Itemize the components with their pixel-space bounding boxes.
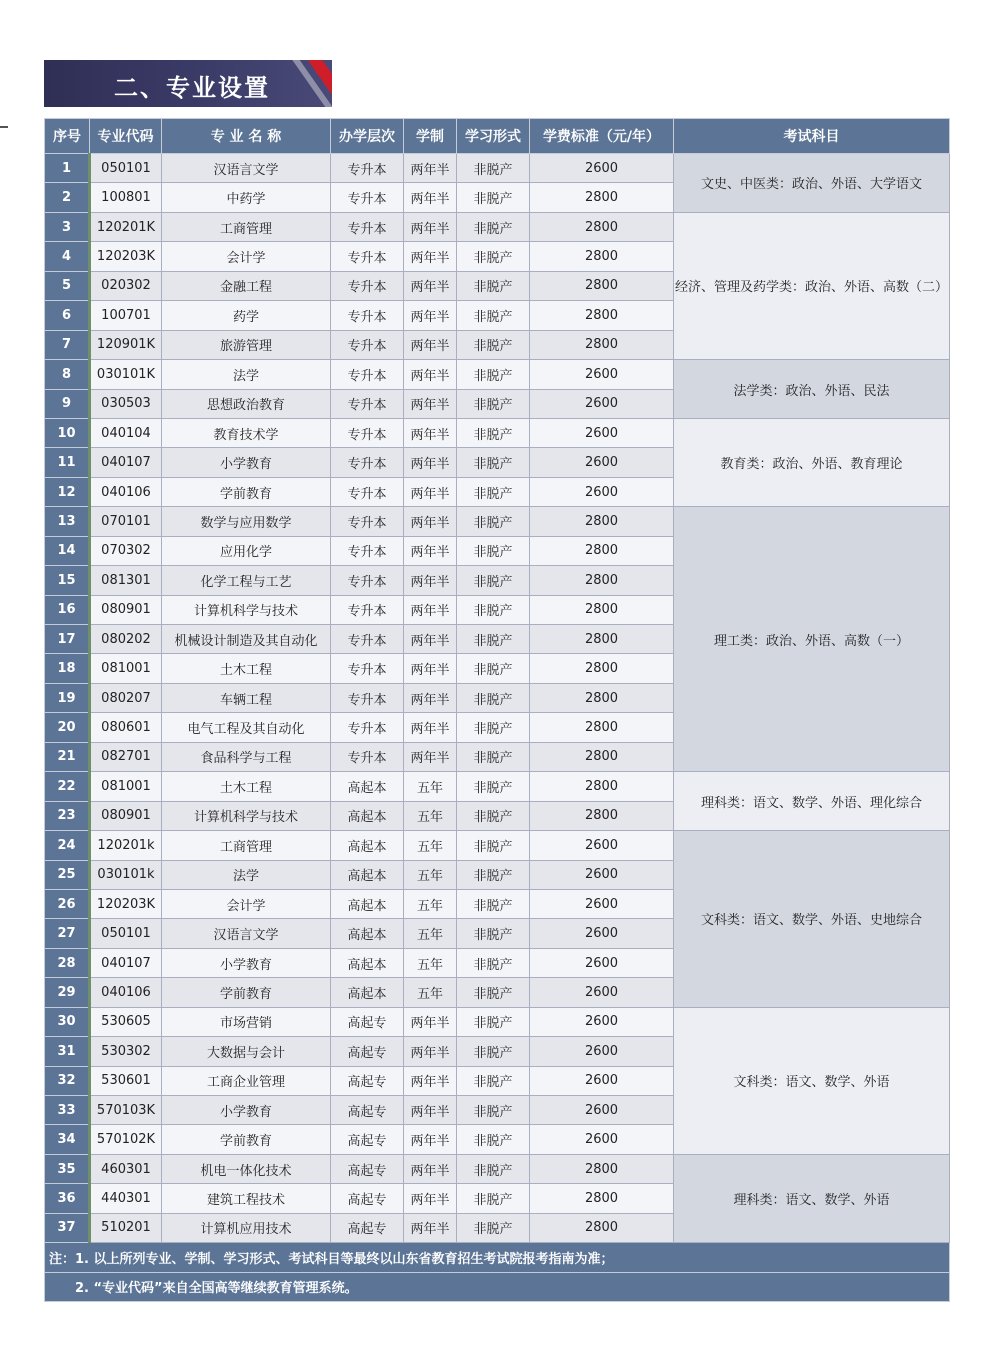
program-level: 高起专	[331, 1096, 404, 1125]
study-duration: 两年半	[404, 477, 457, 506]
row-number: 3	[45, 212, 90, 241]
study-form: 非脱产	[457, 477, 530, 506]
program-level: 专升本	[331, 477, 404, 506]
study-form: 非脱产	[457, 1066, 530, 1095]
major-name: 工商管理	[162, 212, 331, 241]
study-duration: 五年	[404, 948, 457, 977]
row-number: 23	[45, 801, 90, 830]
header-fee: 学费标准（元/年）	[530, 119, 674, 154]
tuition-fee: 2800	[530, 595, 674, 624]
major-name: 会计学	[162, 889, 331, 918]
major-name: 应用化学	[162, 536, 331, 565]
study-form: 非脱产	[457, 889, 530, 918]
study-duration: 两年半	[404, 183, 457, 212]
exam-subjects: 理工类：政治、外语、高数（一）	[674, 507, 950, 772]
tuition-fee: 2600	[530, 1125, 674, 1154]
study-form: 非脱产	[457, 860, 530, 889]
note-row	[45, 1243, 950, 1272]
header-level: 办学层次	[331, 119, 404, 154]
study-duration: 两年半	[404, 212, 457, 241]
study-duration: 两年半	[404, 1096, 457, 1125]
row-number: 21	[45, 742, 90, 771]
row-number: 14	[45, 536, 90, 565]
row-number: 11	[45, 448, 90, 477]
study-form: 非脱产	[457, 948, 530, 977]
study-duration: 五年	[404, 801, 457, 830]
study-duration: 两年半	[404, 742, 457, 771]
major-code: 570102K	[90, 1125, 162, 1154]
study-form: 非脱产	[457, 978, 530, 1007]
study-duration: 两年半	[404, 330, 457, 359]
row-number: 32	[45, 1066, 90, 1095]
program-level: 专升本	[331, 713, 404, 742]
major-name: 工商管理	[162, 831, 331, 860]
table-row	[45, 212, 950, 241]
tuition-fee: 2800	[530, 683, 674, 712]
row-number: 8	[45, 360, 90, 389]
major-code: 440301	[90, 1184, 162, 1213]
major-name: 市场营销	[162, 1007, 331, 1036]
major-code: 030101K	[90, 360, 162, 389]
major-code: 081001	[90, 772, 162, 801]
major-name: 旅游管理	[162, 330, 331, 359]
program-level: 专升本	[331, 154, 404, 183]
study-duration: 两年半	[404, 1007, 457, 1036]
major-code: 530605	[90, 1007, 162, 1036]
major-name: 机电一体化技术	[162, 1154, 331, 1183]
tuition-fee: 2800	[530, 654, 674, 683]
table-row	[45, 360, 950, 389]
study-form: 非脱产	[457, 183, 530, 212]
table-row	[45, 772, 950, 801]
tuition-fee: 2800	[530, 1154, 674, 1183]
study-duration: 两年半	[404, 1066, 457, 1095]
study-form: 非脱产	[457, 301, 530, 330]
study-form: 非脱产	[457, 1125, 530, 1154]
tuition-fee: 2800	[530, 566, 674, 595]
row-number: 31	[45, 1037, 90, 1066]
tuition-fee: 2600	[530, 889, 674, 918]
row-number: 7	[45, 330, 90, 359]
major-name: 金融工程	[162, 271, 331, 300]
program-level: 高起本	[331, 801, 404, 830]
exam-subjects: 理科类：语文、数学、外语、理化综合	[674, 772, 950, 831]
table-row	[45, 154, 950, 183]
major-name: 学前教育	[162, 1125, 331, 1154]
row-number: 36	[45, 1184, 90, 1213]
study-form: 非脱产	[457, 801, 530, 830]
major-name: 中药学	[162, 183, 331, 212]
major-code: 080202	[90, 625, 162, 654]
major-code: 100701	[90, 301, 162, 330]
row-number: 34	[45, 1125, 90, 1154]
tuition-fee: 2600	[530, 477, 674, 506]
row-number: 12	[45, 477, 90, 506]
tuition-fee: 2600	[530, 860, 674, 889]
tuition-fee: 2800	[530, 242, 674, 271]
row-number: 17	[45, 625, 90, 654]
program-level: 专升本	[331, 595, 404, 624]
program-level: 专升本	[331, 183, 404, 212]
tuition-fee: 2600	[530, 418, 674, 447]
program-level: 专升本	[331, 507, 404, 536]
study-duration: 两年半	[404, 448, 457, 477]
major-code: 050101	[90, 154, 162, 183]
major-name: 数学与应用数学	[162, 507, 331, 536]
program-level: 专升本	[331, 242, 404, 271]
table-row	[45, 1154, 950, 1183]
note-text: 注：1. 以上所列专业、学制、学习形式、考试科目等最终以山东省教育招生考试院报考指南为准；	[45, 1243, 950, 1272]
major-name: 法学	[162, 860, 331, 889]
row-number: 10	[45, 418, 90, 447]
major-name: 计算机科学与技术	[162, 595, 331, 624]
major-name: 学前教育	[162, 978, 331, 1007]
study-duration: 两年半	[404, 566, 457, 595]
study-form: 非脱产	[457, 1037, 530, 1066]
major-code: 030101k	[90, 860, 162, 889]
program-level: 专升本	[331, 271, 404, 300]
exam-subjects: 理科类：语文、数学、外语	[674, 1154, 950, 1242]
major-code: 080901	[90, 801, 162, 830]
study-duration: 两年半	[404, 301, 457, 330]
tuition-fee: 2600	[530, 389, 674, 418]
tuition-fee: 2600	[530, 1007, 674, 1036]
study-form: 非脱产	[457, 654, 530, 683]
tuition-fee: 2600	[530, 448, 674, 477]
header-form: 学习形式	[457, 119, 530, 154]
row-number: 4	[45, 242, 90, 271]
major-name: 食品科学与工程	[162, 742, 331, 771]
major-code: 050101	[90, 919, 162, 948]
table-row	[45, 831, 950, 860]
major-name: 机械设计制造及其自动化	[162, 625, 331, 654]
row-number: 18	[45, 654, 90, 683]
major-name: 汉语言文学	[162, 919, 331, 948]
major-code: 120203K	[90, 242, 162, 271]
study-form: 非脱产	[457, 271, 530, 300]
program-level: 专升本	[331, 683, 404, 712]
tuition-fee: 2800	[530, 713, 674, 742]
major-name: 法学	[162, 360, 331, 389]
row-number: 37	[45, 1213, 90, 1242]
row-number: 28	[45, 948, 90, 977]
study-form: 非脱产	[457, 683, 530, 712]
major-name: 学前教育	[162, 477, 331, 506]
major-name: 计算机科学与技术	[162, 801, 331, 830]
program-level: 专升本	[331, 742, 404, 771]
major-name: 小学教育	[162, 448, 331, 477]
major-code: 120203K	[90, 889, 162, 918]
exam-subjects: 文科类：语文、数学、外语	[674, 1007, 950, 1154]
row-number: 35	[45, 1154, 90, 1183]
row-number: 9	[45, 389, 90, 418]
tuition-fee: 2800	[530, 625, 674, 654]
study-duration: 两年半	[404, 1154, 457, 1183]
tuition-fee: 2800	[530, 212, 674, 241]
row-number: 33	[45, 1096, 90, 1125]
major-name: 化学工程与工艺	[162, 566, 331, 595]
major-code: 570103K	[90, 1096, 162, 1125]
row-number: 1	[45, 154, 90, 183]
tuition-fee: 2800	[530, 183, 674, 212]
tuition-fee: 2600	[530, 919, 674, 948]
program-level: 高起专	[331, 1154, 404, 1183]
major-code: 100801	[90, 183, 162, 212]
program-level: 专升本	[331, 389, 404, 418]
row-number: 29	[45, 978, 90, 1007]
study-duration: 两年半	[404, 1125, 457, 1154]
major-code: 040104	[90, 418, 162, 447]
tuition-fee: 2800	[530, 1213, 674, 1242]
program-level: 高起本	[331, 889, 404, 918]
study-duration: 两年半	[404, 418, 457, 447]
major-code: 460301	[90, 1154, 162, 1183]
major-code: 081301	[90, 566, 162, 595]
study-duration: 五年	[404, 889, 457, 918]
tuition-fee: 2600	[530, 1037, 674, 1066]
study-duration: 两年半	[404, 507, 457, 536]
study-form: 非脱产	[457, 1213, 530, 1242]
study-duration: 两年半	[404, 625, 457, 654]
row-number: 15	[45, 566, 90, 595]
header-no: 序号	[45, 119, 90, 154]
section-banner	[44, 60, 332, 107]
study-form: 非脱产	[457, 507, 530, 536]
program-level: 高起本	[331, 831, 404, 860]
program-level: 高起本	[331, 919, 404, 948]
header-name: 专 业 名 称	[162, 119, 331, 154]
tuition-fee: 2600	[530, 831, 674, 860]
study-duration: 五年	[404, 919, 457, 948]
study-form: 非脱产	[457, 1184, 530, 1213]
tuition-fee: 2800	[530, 301, 674, 330]
program-level: 高起本	[331, 860, 404, 889]
tuition-fee: 2800	[530, 772, 674, 801]
major-name: 思想政治教育	[162, 389, 331, 418]
program-level: 高起专	[331, 1213, 404, 1242]
header-code: 专业代码	[90, 119, 162, 154]
tuition-fee: 2800	[530, 801, 674, 830]
major-code: 120201k	[90, 831, 162, 860]
row-number: 22	[45, 772, 90, 801]
major-code: 040106	[90, 477, 162, 506]
program-level: 专升本	[331, 625, 404, 654]
study-duration: 五年	[404, 978, 457, 1007]
major-name: 工商企业管理	[162, 1066, 331, 1095]
note-row	[45, 1272, 950, 1301]
exam-subjects: 文科类：语文、数学、外语、史地综合	[674, 831, 950, 1008]
major-code: 080601	[90, 713, 162, 742]
row-number: 27	[45, 919, 90, 948]
row-number: 19	[45, 683, 90, 712]
study-duration: 两年半	[404, 654, 457, 683]
tuition-fee: 2600	[530, 154, 674, 183]
study-form: 非脱产	[457, 536, 530, 565]
program-level: 高起专	[331, 1125, 404, 1154]
exam-subjects: 经济、管理及药学类：政治、外语、高数（二）	[674, 212, 950, 359]
table-row	[45, 418, 950, 447]
program-level: 高起本	[331, 978, 404, 1007]
major-name: 电气工程及其自动化	[162, 713, 331, 742]
table-row	[45, 507, 950, 536]
tuition-fee: 2600	[530, 1066, 674, 1095]
study-duration: 两年半	[404, 154, 457, 183]
tuition-fee: 2600	[530, 360, 674, 389]
tuition-fee: 2600	[530, 1096, 674, 1125]
study-form: 非脱产	[457, 330, 530, 359]
study-form: 非脱产	[457, 242, 530, 271]
row-number: 24	[45, 831, 90, 860]
study-duration: 五年	[404, 860, 457, 889]
study-duration: 五年	[404, 831, 457, 860]
study-form: 非脱产	[457, 1007, 530, 1036]
program-level: 高起专	[331, 1066, 404, 1095]
study-form: 非脱产	[457, 448, 530, 477]
major-name: 小学教育	[162, 948, 331, 977]
study-form: 非脱产	[457, 595, 530, 624]
section-title: 二、专业设置	[114, 74, 270, 102]
row-number: 13	[45, 507, 90, 536]
row-number: 26	[45, 889, 90, 918]
major-code: 020302	[90, 271, 162, 300]
study-form: 非脱产	[457, 418, 530, 447]
row-number: 2	[45, 183, 90, 212]
tuition-fee: 2800	[530, 507, 674, 536]
major-code: 070101	[90, 507, 162, 536]
major-name: 药学	[162, 301, 331, 330]
major-name: 土木工程	[162, 654, 331, 683]
study-form: 非脱产	[457, 713, 530, 742]
major-name: 大数据与会计	[162, 1037, 331, 1066]
exam-subjects: 教育类：政治、外语、教育理论	[674, 418, 950, 506]
study-form: 非脱产	[457, 389, 530, 418]
tuition-fee: 2600	[530, 978, 674, 1007]
study-duration: 两年半	[404, 242, 457, 271]
major-code: 081001	[90, 654, 162, 683]
tuition-fee: 2800	[530, 271, 674, 300]
study-duration: 两年半	[404, 1184, 457, 1213]
study-duration: 两年半	[404, 389, 457, 418]
program-level: 高起专	[331, 1037, 404, 1066]
program-level: 专升本	[331, 301, 404, 330]
study-form: 非脱产	[457, 919, 530, 948]
major-code: 082701	[90, 742, 162, 771]
tuition-fee: 2800	[530, 330, 674, 359]
major-code: 080901	[90, 595, 162, 624]
major-name: 计算机应用技术	[162, 1213, 331, 1242]
study-form: 非脱产	[457, 772, 530, 801]
major-code: 040107	[90, 948, 162, 977]
study-form: 非脱产	[457, 831, 530, 860]
study-duration: 五年	[404, 772, 457, 801]
study-form: 非脱产	[457, 625, 530, 654]
exam-subjects: 法学类：政治、外语、民法	[674, 360, 950, 419]
program-level: 专升本	[331, 536, 404, 565]
study-duration: 两年半	[404, 1037, 457, 1066]
major-code: 120901K	[90, 330, 162, 359]
study-duration: 两年半	[404, 1213, 457, 1242]
major-code: 030503	[90, 389, 162, 418]
majors-table	[44, 118, 950, 1302]
header-duration: 学制	[404, 119, 457, 154]
major-code: 510201	[90, 1213, 162, 1242]
study-duration: 两年半	[404, 536, 457, 565]
study-duration: 两年半	[404, 271, 457, 300]
major-code: 040106	[90, 978, 162, 1007]
major-name: 建筑工程技术	[162, 1184, 331, 1213]
program-level: 专升本	[331, 448, 404, 477]
study-duration: 两年半	[404, 713, 457, 742]
study-form: 非脱产	[457, 566, 530, 595]
row-number: 6	[45, 301, 90, 330]
table-row	[45, 1007, 950, 1036]
note-text: 2. “专业代码”来自全国高等继续教育管理系统。	[45, 1272, 950, 1301]
program-level: 专升本	[331, 654, 404, 683]
study-form: 非脱产	[457, 742, 530, 771]
major-name: 土木工程	[162, 772, 331, 801]
program-level: 专升本	[331, 360, 404, 389]
tuition-fee: 2600	[530, 948, 674, 977]
table-header-row	[45, 119, 950, 154]
tuition-fee: 2800	[530, 536, 674, 565]
edge-mark	[0, 126, 8, 128]
exam-subjects: 文史、中医类：政治、外语、大学语文	[674, 154, 950, 213]
major-code: 120201K	[90, 212, 162, 241]
program-level: 专升本	[331, 330, 404, 359]
program-level: 专升本	[331, 566, 404, 595]
header-exam: 考试科目	[674, 119, 950, 154]
tuition-fee: 2800	[530, 1184, 674, 1213]
study-form: 非脱产	[457, 1154, 530, 1183]
study-form: 非脱产	[457, 360, 530, 389]
major-code: 530302	[90, 1037, 162, 1066]
major-name: 车辆工程	[162, 683, 331, 712]
row-number: 20	[45, 713, 90, 742]
study-duration: 两年半	[404, 360, 457, 389]
major-name: 教育技术学	[162, 418, 331, 447]
program-level: 专升本	[331, 418, 404, 447]
row-number: 16	[45, 595, 90, 624]
major-code: 070302	[90, 536, 162, 565]
row-number: 5	[45, 271, 90, 300]
study-form: 非脱产	[457, 212, 530, 241]
row-number: 25	[45, 860, 90, 889]
major-name: 小学教育	[162, 1096, 331, 1125]
study-form: 非脱产	[457, 1096, 530, 1125]
study-duration: 两年半	[404, 595, 457, 624]
program-level: 专升本	[331, 212, 404, 241]
major-code: 040107	[90, 448, 162, 477]
major-code: 080207	[90, 683, 162, 712]
tuition-fee: 2800	[530, 742, 674, 771]
program-level: 高起专	[331, 1184, 404, 1213]
row-number: 30	[45, 1007, 90, 1036]
study-duration: 两年半	[404, 683, 457, 712]
program-level: 高起专	[331, 1007, 404, 1036]
major-name: 会计学	[162, 242, 331, 271]
major-name: 汉语言文学	[162, 154, 331, 183]
program-level: 高起本	[331, 948, 404, 977]
program-level: 高起本	[331, 772, 404, 801]
study-form: 非脱产	[457, 154, 530, 183]
major-code: 530601	[90, 1066, 162, 1095]
